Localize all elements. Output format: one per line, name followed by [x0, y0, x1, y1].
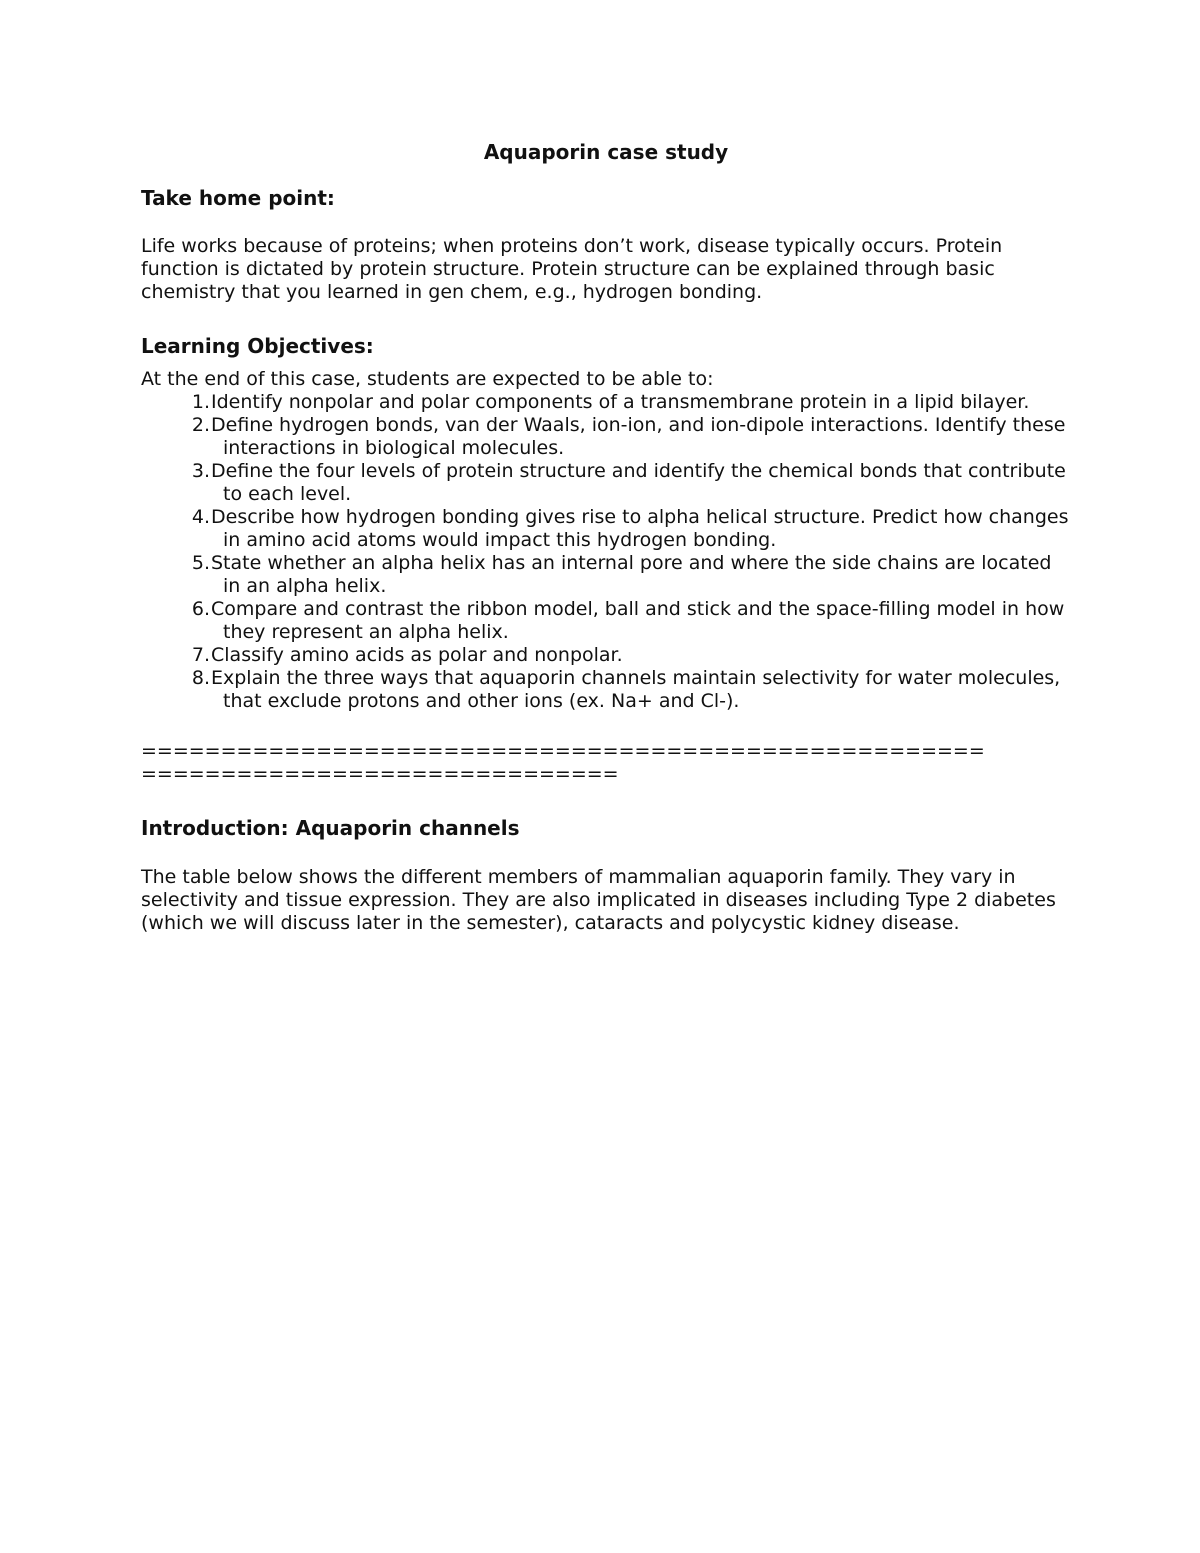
objective-number: 6. [191, 598, 210, 620]
objective-text: Explain the three ways that aquaporin channels maintain selectivity for water molecules, that exclude protons and other ions (ex. Na+ and Cl-). [211, 667, 1061, 712]
objective-text: Describe how hydrogen bonding gives rise to alpha helical structure. Predict how changes in amino acid atoms would impact this hydrogen bonding. [211, 506, 1069, 551]
objective-number: 3. [191, 460, 210, 482]
objective-text: Define hydrogen bonds, van der Waals, ion-ion, and ion-dipole interactions. Identify these interactions in biological molecules. [211, 414, 1066, 459]
document-page [141, 139, 1071, 935]
learning-objectives-heading: Learning Objectives: [141, 334, 374, 358]
objective-item [141, 667, 1071, 713]
objective-text: State whether an alpha helix has an internal pore and where the side chains are located in an alpha helix. [211, 552, 1052, 597]
objective-item [141, 506, 1071, 552]
divider-line: ===================================================== [141, 740, 985, 762]
objective-number: 7. [191, 644, 210, 666]
divider-line: ============================== [141, 763, 619, 785]
objective-text: Classify amino acids as polar and nonpolar. [211, 644, 623, 666]
take-home-paragraph: Life works because of proteins; when proteins don’t work, disease typically occurs. Protein function is dictated by protein structure. Protein structure can be explained through basic chemistry that you learned in gen chem, e.g., hydrogen bonding. [141, 235, 1003, 303]
section-divider [141, 740, 1071, 786]
objective-item [141, 552, 1071, 598]
introduction-heading: Introduction: Aquaporin channels [141, 816, 520, 840]
objective-number: 5. [191, 552, 210, 574]
objective-item [141, 460, 1071, 506]
objective-item [141, 391, 1071, 414]
objective-text: Define the four levels of protein structure and identify the chemical bonds that contribute to each level. [211, 460, 1066, 505]
document-title: Aquaporin case study [483, 140, 729, 164]
objective-item [141, 414, 1071, 460]
objective-item [141, 598, 1071, 644]
objective-text: Identify nonpolar and polar components of a transmembrane protein in a lipid bilayer. [211, 391, 1030, 413]
objective-item [141, 644, 1071, 667]
objective-number: 4. [191, 506, 210, 528]
introduction-paragraph: The table below shows the different members of mammalian aquaporin family. They vary in selectivity and tissue expression. They are also implicated in diseases including Type 2 diabetes (which we will discuss later in the semester), cataracts and polycystic kidney disease. [141, 866, 1056, 934]
objective-text: Compare and contrast the ribbon model, ball and stick and the space-filling model in how they represent an alpha helix. [211, 598, 1065, 643]
objectives-intro: At the end of this case, students are expected to be able to: [141, 368, 714, 390]
objective-number: 8. [191, 667, 210, 689]
objective-number: 1. [191, 391, 210, 413]
objectives-list [141, 391, 1071, 713]
objective-number: 2. [191, 414, 210, 436]
take-home-heading: Take home point: [141, 186, 335, 210]
